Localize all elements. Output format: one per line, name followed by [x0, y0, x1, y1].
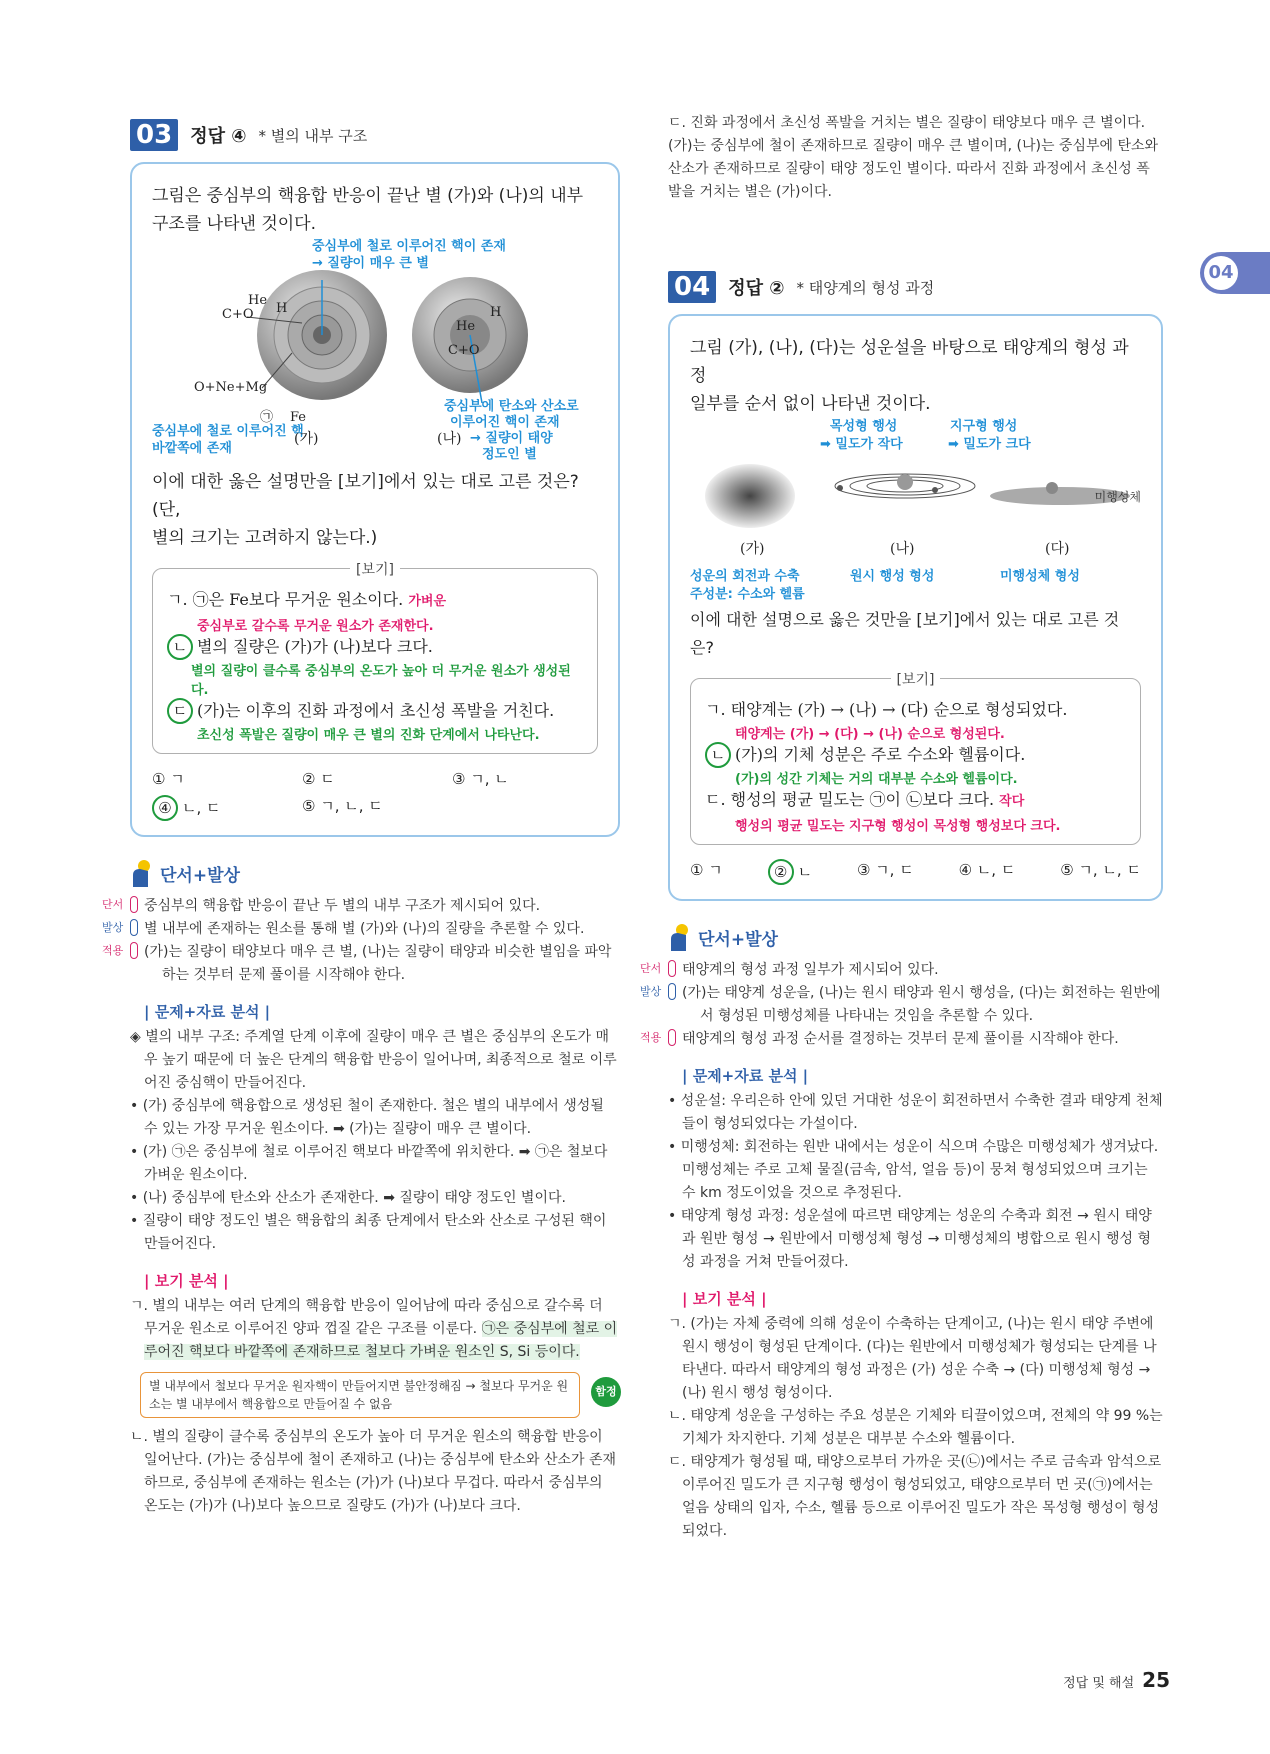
label-fe: Fe: [290, 410, 307, 425]
page-footer: [1063, 1668, 1170, 1692]
right-top-explanation: ㄷ. 진화 과정에서 초신성 폭발을 거치는 별은 질량이 태양보다 매우 큰 별이다. (가)는 중심부에 철이 존재하므로 질량이 매우 큰 별이며, (나)는 중심부에 탄소와 산소가 존재하므로 질량이 태양 정도인 별이다. 따라서 진화 과정에서 초신성 폭발을 거치는 별은 (가)이다.: [668, 115, 1159, 200]
question-number: 03: [130, 119, 178, 151]
topic-label: * 별의 내부 구조: [258, 126, 368, 145]
hint1-dan-text: 중심부의 핵융합 반응이 끝난 두 별의 내부 구조가 제시되어 있다.: [144, 898, 541, 914]
fig-note-top-2: → 질량이 매우 큰 별: [312, 256, 429, 271]
choice-4[interactable]: ④ ㄴ, ㄷ: [958, 861, 1016, 879]
choice-4-text: ㄴ, ㄷ: [182, 799, 221, 817]
hint1-sec2: | 보기 분석 |: [144, 1272, 229, 1290]
q04-stem-1: 그림 (가), (나), (다)는 성운설을 바탕으로 태양계의 형성 과정: [690, 338, 1129, 386]
hint1-sec1: | 문제+자료 분석 |: [144, 1003, 271, 1021]
answer-label: 정답 ④: [190, 126, 247, 147]
hint1-b3: • (나) 중심부에 탄소와 산소가 존재한다. ➡ 질량이 태양 정도인 별이다.: [130, 1190, 566, 1206]
label-he-a: He: [248, 293, 268, 308]
q04-header: [668, 272, 1163, 302]
solar-system-figure: [690, 418, 1141, 568]
answer-label: 정답 ②: [728, 278, 785, 299]
note-terrestrial-2: ➡ 밀도가 크다: [948, 437, 1031, 452]
option-b: [705, 742, 1126, 768]
option-a-text: ㄱ. 태양계는 (가) → (나) → (다) 순으로 형성되었다.: [705, 700, 1068, 719]
choice-3[interactable]: ③ ㄱ, ㄴ: [452, 770, 509, 788]
caption-da: (다): [1045, 541, 1070, 557]
option-a-text: ㄱ. ㉠은 Fe보다 무거운 원소이다.: [167, 590, 404, 609]
option-a-fix: 가벼운: [408, 594, 447, 609]
choice-2-mark: ②: [768, 859, 794, 885]
choice-4-mark: ④: [152, 795, 178, 821]
option-c-note: 초신성 폭발은 질량이 매우 큰 별의 진화 단계에서 나타난다.: [197, 728, 540, 743]
caption-ga: (가): [294, 431, 319, 447]
option-a: [167, 587, 583, 615]
option-b-note: 별의 질량이 클수록 중심부의 온도가 높아 더 무거운 원소가 생성된다.: [191, 664, 571, 698]
hint2-sec1: | 문제+자료 분석 |: [682, 1067, 809, 1085]
hint2-b3: • 태양계 형성 과정: 성운설에 따르면 태양계는 성운의 수축과 회전 → 원시 태양과 원반 형성 → 원반에서 미행성체 형성 → 미행성체의 병합으로 원시 행성 형성 과정을 거쳐 만들어졌다.: [668, 1208, 1152, 1270]
hint1-dan: [102, 895, 620, 918]
footer-label: 정답 및 해설: [1063, 1676, 1135, 1691]
hint2-g3: ㄷ. 태양계가 형성될 때, 태양으로부터 가까운 곳(㉡)에서는 주로 금속과 암석으로 이루어진 밀도가 큰 지구형 행성이 형성되었고, 태양으로부터 먼 곳(㉠)에서는 얼음 상태의 입자, 수소, 헬륨 등으로 이루어진 밀도가 작은 목성형 행성이 형성되었다.: [668, 1454, 1162, 1539]
option-c-note: 행성의 평균 밀도는 지구형 행성이 목성형 행성보다 크다.: [735, 819, 1061, 834]
hint1-bal-text: 별 내부에 존재하는 원소를 통해 별 (가)와 (나)의 질량을 추론할 수 있다.: [144, 921, 585, 937]
option-c-text: (가)는 이후의 진화 과정에서 초신성 폭발을 거친다.: [197, 701, 555, 720]
cap-ga-2: 주성분: 수소와 헬륨: [690, 587, 805, 602]
option-b-mark: ㄴ: [167, 634, 193, 660]
choice-5[interactable]: ⑤ ㄱ, ㄴ, ㄷ: [302, 797, 383, 815]
choice-2[interactable]: [768, 859, 813, 885]
bogi-title: [보기]: [891, 669, 941, 689]
caption-row: [690, 568, 1141, 606]
label-co-a: C+O: [222, 307, 254, 322]
star-structure-figure: [152, 238, 598, 468]
label-o-ne-mg: O+Ne+Mg: [194, 380, 268, 395]
hint1-title: 단서+발상: [160, 865, 240, 886]
tag-dan: 단서: [668, 960, 676, 977]
option-c-text: ㄷ. 행성의 평균 밀도는 ㉠이 ㉡보다 크다.: [705, 790, 995, 809]
label-planetesimal: 미행성체: [1094, 490, 1141, 504]
hint2-g1: ㄱ. (가)는 자체 중력에 의해 성운이 수축하는 단계이고, (나)는 원시 태양 주변에 원시 행성이 형성된 단계이다. (다)는 원반에서 미행성체가 형성되는 단계를 나타낸다. 따라서 태양계의 형성 과정은 (가) 성운 수축 → (다) 미행성체 형성 → (나) 원시 행성 형성이다.: [668, 1316, 1157, 1401]
q03-box: [130, 162, 620, 837]
option-b: [167, 634, 583, 660]
option-b-text: (가)의 기체 성분은 주로 수소와 헬륨이다.: [735, 745, 1026, 764]
trap-callout: [140, 1372, 617, 1418]
q04-box: [668, 314, 1163, 901]
hint1-g1-text: ㄱ. 별의 내부는 여러 단계의 핵융합 반응이 일어남에 따라 중심으로 갈수록 더 무거운 원소로 이루어진 양파 껍질 같은 구조를 이룬다.: [130, 1298, 603, 1337]
fig-note-top-1: 중심부에 철로 이루어진 핵이 존재: [312, 239, 506, 254]
tag-bal: 발상: [130, 919, 138, 936]
choice-2[interactable]: ② ㄷ: [302, 770, 335, 788]
fig-note-right-4: 정도인 별: [482, 447, 537, 462]
hint1-jeok: [102, 941, 620, 987]
option-b-text: 별의 질량은 (가)가 (나)보다 크다.: [197, 637, 433, 656]
hint2-jeok: [640, 1028, 1163, 1051]
q04-stem-2: 일부를 순서 없이 나타낸 것이다.: [690, 394, 931, 414]
option-b-note: (가)의 성간 기체는 거의 대부분 수소와 헬륨이다.: [735, 772, 1018, 787]
q03-stem-1: 그림은 중심부의 핵융합 반응이 끝난 별 (가)와 (나)의 내부: [152, 186, 584, 206]
tag-dan: 단서: [130, 896, 138, 913]
hint1-bal: [102, 918, 620, 941]
choice-1[interactable]: ① ㄱ: [152, 770, 185, 788]
fig-note-right-2: 이루어진 핵이 존재: [450, 415, 560, 430]
hint2-dan: [640, 959, 1163, 982]
note-terrestrial-1: 지구형 행성: [950, 419, 1018, 434]
hint2-bal: [640, 982, 1163, 1028]
note-jovian-1: 목성형 행성: [830, 419, 898, 434]
caption-ga: (가): [740, 541, 765, 557]
head-bulb-icon: [668, 923, 690, 951]
hint1-g1-highlight: ㉠은 중심부에 철로 이루어진 핵보다 바깥쪽에 존재하므로 철보다 가벼운 원소인 S, Si 등이다.: [144, 1321, 618, 1360]
q03-stem-2: 구조를 나타낸 것이다.: [152, 214, 317, 234]
proto-sun: [897, 474, 913, 490]
tag-bal: 발상: [668, 983, 676, 1000]
choice-1[interactable]: ① ㄱ: [690, 861, 723, 879]
q04-bogi: [690, 672, 1141, 845]
hint2-b1: • 성운설: 우리은하 안에 있던 거대한 성운이 회전하면서 수축한 결과 태양계 천체들이 형성되었다는 가설이다.: [668, 1093, 1163, 1132]
left-column: [102, 120, 620, 1518]
hint2-jeok-text: 태양계의 형성 과정 순서를 결정하는 것부터 문제 풀이를 시작해야 한다.: [682, 1031, 1119, 1047]
hint2-b2: • 미행성체: 회전하는 원반 내에서는 성운이 식으며 수많은 미행성체가 생겨났다. 미행성체는 주로 고체 물질(금속, 암석, 얼음 등)이 뭉쳐 형성되었으며 크기는 수 km 정도이었을 것으로 추정된다.: [668, 1139, 1159, 1201]
hint1-header: [130, 859, 620, 887]
choice-5[interactable]: ⑤ ㄱ, ㄴ, ㄷ: [1060, 861, 1141, 879]
side-tab-label: 04: [1204, 256, 1238, 290]
label-giyeok: ㉠: [260, 410, 274, 425]
hint2-sec2: | 보기 분석 |: [682, 1290, 767, 1308]
caption-na: (나): [890, 541, 915, 557]
q03-question-2: 별의 크기는 고려하지 않는다.): [152, 528, 378, 548]
page-number: 25: [1142, 1668, 1170, 1692]
option-c-fix: 작다: [999, 794, 1025, 809]
q04-question: 이에 대한 설명으로 옳은 것만을 [보기]에서 있는 대로 고른 것은?: [690, 610, 1120, 657]
cap-na: 원시 행성 형성: [850, 569, 935, 584]
question-number: 04: [668, 271, 716, 303]
hint1-b4: • 질량이 태양 정도인 별은 핵융합의 최종 단계에서 탄소와 산소로 구성된 핵이 만들어진다.: [130, 1213, 607, 1252]
cap-ga-1: 성운의 회전과 수축: [690, 569, 800, 584]
hint2-bal-text: (가)는 태양계 성운을, (나)는 원시 태양과 원시 행성을, (다)는 회전하는 원반에서 형성된 미행성체를 나타내는 것임을 추론할 수 있다.: [682, 985, 1161, 1024]
hint1-jeok-text: (가)는 질량이 태양보다 매우 큰 별, (나)는 질량이 태양과 비슷한 별임을 파악하는 것부터 문제 풀이를 시작해야 한다.: [144, 944, 612, 983]
option-c: [705, 787, 1126, 815]
q04-choices: [690, 859, 1141, 885]
q03-choices: [152, 768, 598, 821]
hint1-b0: ◈ 별의 내부 구조: 주계열 단계 이후에 질량이 매우 큰 별은 중심부의 온도가 매우 높기 때문에 더 높은 단계의 핵융합 반응이 일어나며, 최종적으로 철로 이루어진 중심핵이 만들어진다.: [130, 1029, 617, 1091]
option-c-mark: ㄷ: [167, 698, 193, 724]
q03-header: [130, 120, 620, 150]
option-a-note: 중심부로 갈수록 무거운 원소가 존재한다.: [197, 619, 434, 634]
callout-text: 별 내부에서 철보다 무거운 원자핵이 만들어지면 불안정해짐 → 철보다 무거운 원소는 별 내부에서 핵융합으로 만들어질 수 없음: [149, 1379, 569, 1411]
option-c: [167, 698, 583, 724]
hint1-g2: ㄴ. 별의 질량이 클수록 중심부의 온도가 높아 더 무거운 원소의 핵융합 반응이 일어난다. (가)는 중심부에 철이 존재하고 (나)는 중심부에 탄소와 산소가 존재하므로, 중심부에 존재하는 원소는 (가)가 (나)보다 무겁다. 따라서 중심부의 온도는 (가)가 (나)보다 높으므로 질량도 (가)가 (나)보다 크다.: [130, 1429, 617, 1514]
q03-question-1: 이에 대한 옳은 설명만을 [보기]에서 있는 대로 고른 것은? (단,: [152, 472, 579, 520]
hint1-b2: • (가) ㉠은 중심부에 철로 이루어진 핵보다 바깥쪽에 위치한다. ➡ ㉠은 철보다 가벼운 원소이다.: [130, 1144, 608, 1183]
note-jovian-2: ➡ 밀도가 작다: [820, 437, 903, 452]
cap-da: 미행성체 형성: [1000, 569, 1080, 584]
head-bulb-icon: [130, 859, 152, 887]
nebula-ga: [705, 464, 795, 528]
caption-na: (나): [437, 431, 462, 447]
label-co-b: C+O: [448, 343, 480, 358]
fig-note-right-1: 중심부에 탄소와 산소로: [444, 399, 579, 414]
hint2-header: [668, 923, 1163, 951]
choice-3[interactable]: ③ ㄱ, ㄷ: [856, 861, 914, 879]
tag-jeok: 적용: [130, 942, 138, 959]
label-h-b: H: [490, 305, 502, 320]
trap-badge: 함정: [591, 1377, 621, 1407]
right-column: [640, 112, 1163, 1543]
tag-jeok: 적용: [668, 1029, 676, 1046]
q03-bogi: [152, 562, 598, 754]
hint2-dan-text: 태양계의 형성 과정 일부가 제시되어 있다.: [682, 962, 939, 978]
label-h-a: H: [276, 301, 288, 316]
bogi-title: [보기]: [350, 559, 400, 579]
chapter-side-tab[interactable]: [1200, 252, 1270, 294]
fig-note-left-2: 바깥쪽에 존재: [152, 441, 232, 456]
hint2-title: 단서+발상: [698, 929, 778, 950]
fig-note-left-1: 중심부에 철로 이루어진 핵: [152, 424, 304, 439]
option-a-note: 태양계는 (가) → (다) → (나) 순으로 형성된다.: [735, 727, 1005, 742]
hint2-g2: ㄴ. 태양계 성운을 구성하는 주요 성분은 기체와 티끌이었으며, 전체의 약 99 %는 기체가 차지한다. 기체 성분은 대부분 수소와 헬륨이다.: [668, 1408, 1163, 1447]
label-he-b: He: [456, 319, 476, 334]
fig-note-right-3: → 질량이 태양: [470, 431, 553, 446]
topic-label: * 태양계의 형성 과정: [796, 278, 935, 297]
hint1-b1: • (가) 중심부에 핵융합으로 생성된 철이 존재한다. 철은 별의 내부에서 생성될 수 있는 가장 무거운 원소이다. ➡ (가)는 질량이 매우 큰 별이다.: [130, 1098, 604, 1137]
hint1-g1: [130, 1295, 620, 1364]
option-b-mark: ㄴ: [705, 742, 731, 768]
choice-2-text: ㄴ: [797, 863, 813, 881]
choice-4[interactable]: [152, 795, 302, 821]
